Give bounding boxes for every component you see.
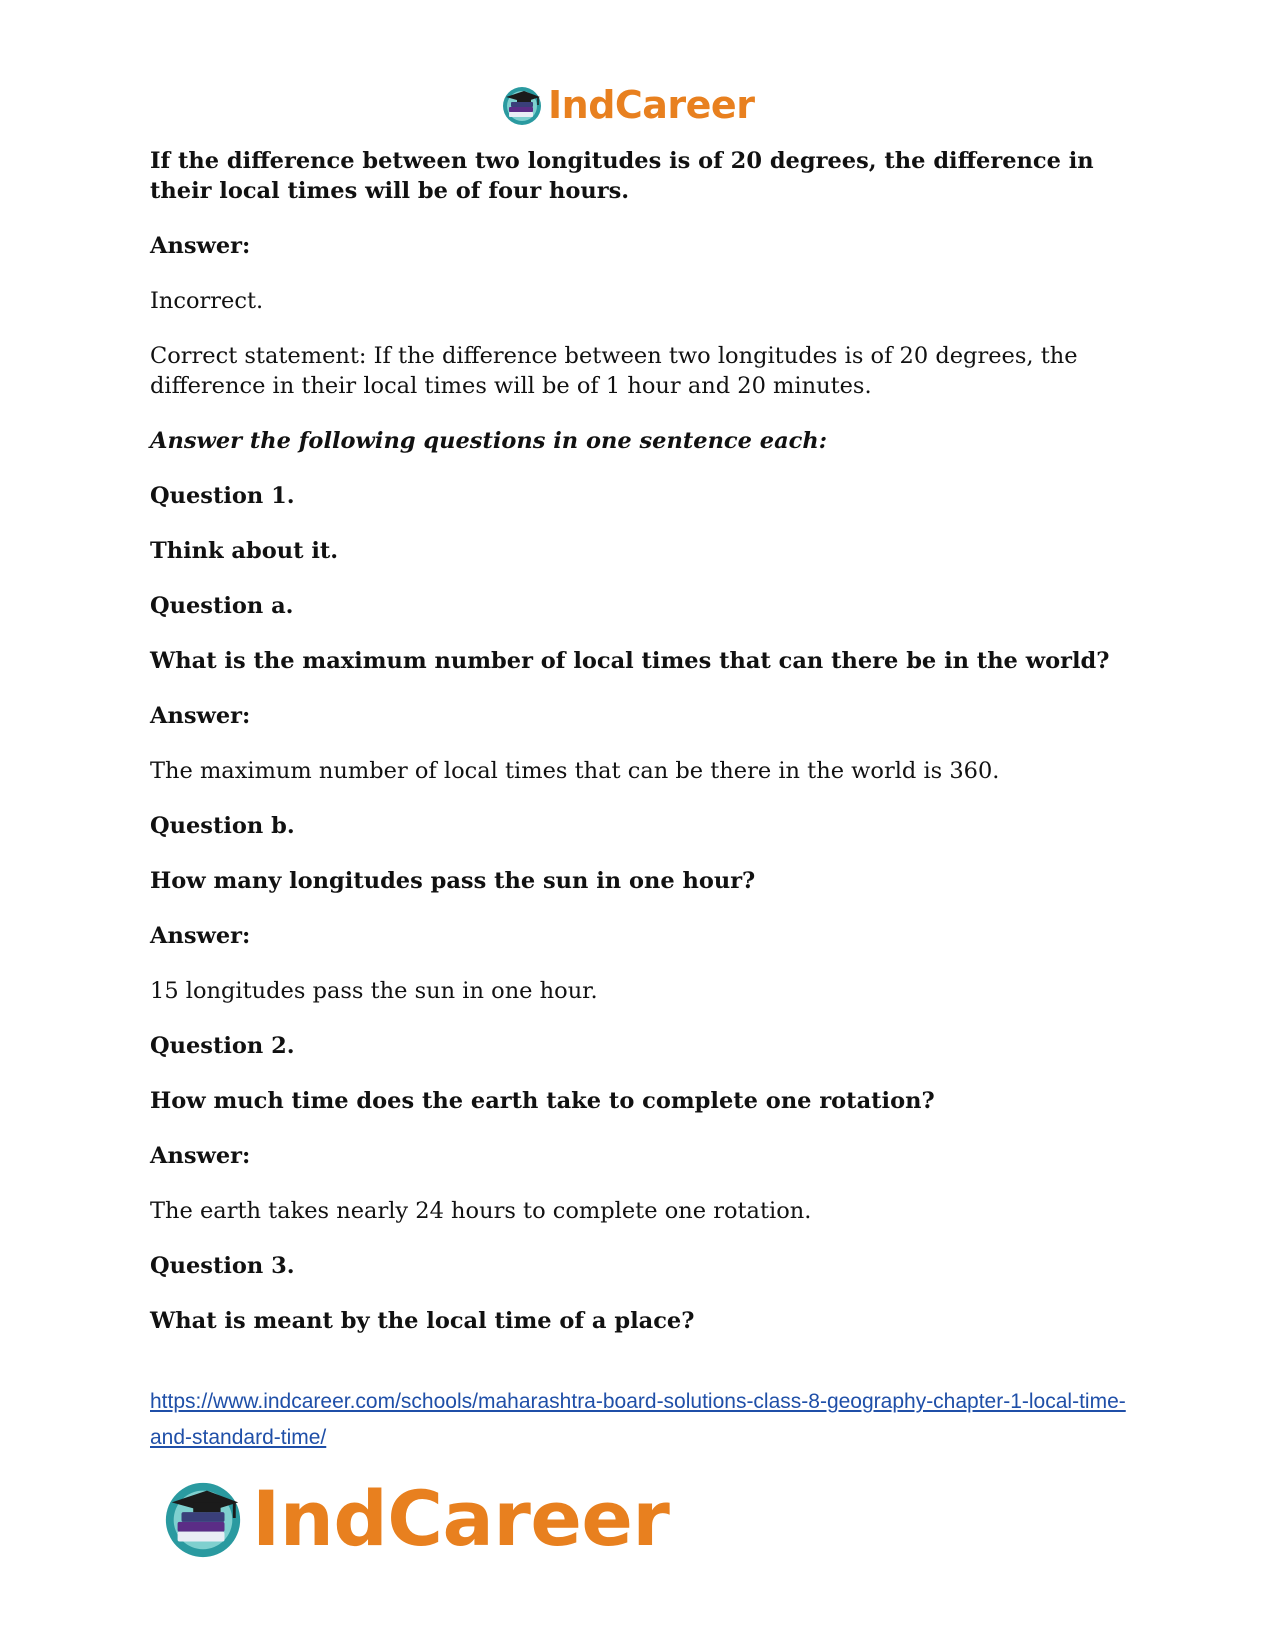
answer-text: The earth takes nearly 24 hours to complete one rotation. — [150, 1198, 812, 1224]
answer-label: Answer: — [150, 1143, 251, 1169]
question-label: Question a. — [150, 593, 294, 619]
answer-label: Answer: — [150, 923, 251, 949]
question-label: Question 2. — [150, 1033, 295, 1059]
answer-text: Incorrect. — [150, 288, 264, 314]
answer-text: The maximum number of local times that can be there in the world is 360. — [150, 758, 1000, 784]
answer-text: 15 longitudes pass the sun in one hour. — [150, 978, 598, 1004]
graduation-book-icon — [500, 83, 544, 127]
answer-label: Answer: — [150, 233, 251, 259]
question-label: Question 1. — [150, 483, 295, 509]
question-label: Question 3. — [150, 1253, 295, 1279]
brand-wordmark: IndCareer — [548, 83, 755, 127]
question-text: What is meant by the local time of a place? — [150, 1308, 695, 1334]
answer-label: Answer: — [150, 703, 251, 729]
section-heading: Answer the following questions in one sentence each: — [150, 428, 828, 454]
header-logo — [500, 80, 780, 130]
statement-text: If the difference between two longitudes is of 20 degrees, the difference in their local times will be of four hours. — [150, 148, 1094, 204]
question-label: Question b. — [150, 813, 295, 839]
graduation-book-icon — [160, 1475, 246, 1561]
question-text: How many longitudes pass the sun in one hour? — [150, 868, 756, 894]
main-content — [150, 146, 1125, 1336]
answer-text: Correct statement: If the difference between two longitudes is of 20 degrees, the difference in their local times will be of 1 hour and 20 minutes. — [150, 343, 1078, 399]
source-url-link[interactable]: https://www.indcareer.com/schools/maharashtra-board-solutions-class-8-geography-chapter-1-local-time-and-standard-time/ — [150, 1390, 1126, 1449]
footer-logo — [160, 1470, 720, 1566]
brand-wordmark: IndCareer — [252, 1473, 670, 1563]
question-text: Think about it. — [150, 538, 339, 564]
question-text: How much time does the earth take to complete one rotation? — [150, 1088, 935, 1114]
question-text: What is the maximum number of local times that can there be in the world? — [150, 648, 1110, 674]
